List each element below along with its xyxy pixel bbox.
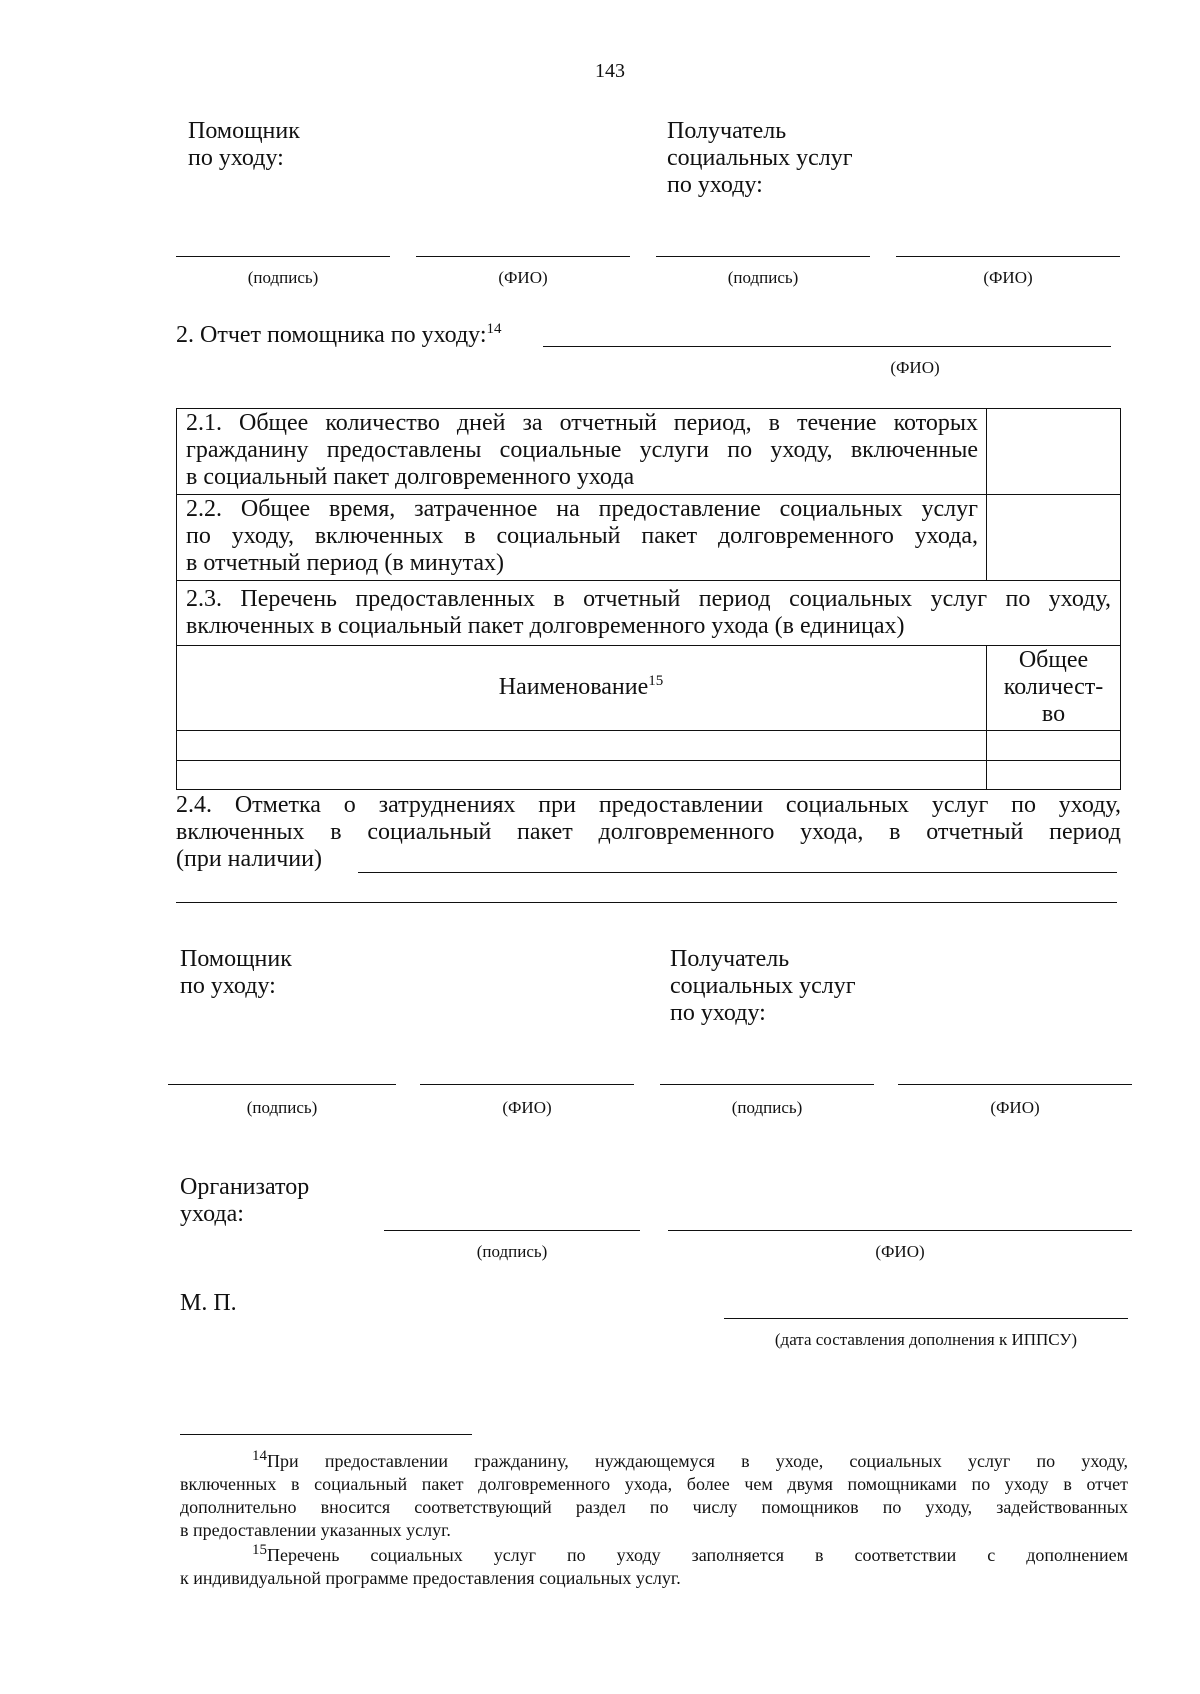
assistant-label-line1: Помощник: [180, 946, 292, 972]
fio-caption: (ФИО): [498, 268, 548, 287]
row-2-1-line2: гражданину предоставлены социальные услуги по уходу, включенные: [186, 437, 978, 463]
table-row-2-1: [186, 410, 978, 491]
footnote-14-mark: 14: [252, 1448, 267, 1464]
signature-line-recipient[interactable]: [656, 256, 870, 257]
assistant-fio-line[interactable]: [543, 346, 1111, 347]
footnote-14: [180, 1450, 1128, 1542]
footnote-15-mark: 15: [252, 1542, 267, 1558]
assistant-label-line1: Помощник: [188, 118, 300, 144]
fio-line-assistant[interactable]: [420, 1084, 634, 1085]
table-row-empty-total[interactable]: [990, 733, 1118, 758]
date-line[interactable]: [724, 1318, 1128, 1319]
row-2-2-value-cell[interactable]: [990, 498, 1118, 578]
row-2-3-line2: включенных в социальный пакет долговременного ухода (в единицах): [186, 613, 905, 639]
table-row-divider: [176, 580, 1121, 581]
footnote-ref-14: 14: [486, 321, 502, 337]
footnote-15-line1: [180, 1544, 1128, 1567]
fio-line-recipient[interactable]: [898, 1084, 1132, 1085]
fio-caption: (ФИО): [502, 1098, 552, 1117]
fio-caption: (ФИО): [983, 268, 1033, 287]
row-2-2-line2: по уходу, включенных в социальный пакет долговременного ухода,: [186, 523, 978, 549]
table-row-2-3: [186, 586, 1111, 640]
signature-caption: (подпись): [476, 1242, 548, 1261]
signature-caption: (подпись): [246, 1098, 318, 1117]
fio-caption: (ФИО): [990, 1098, 1040, 1117]
recipient-label-line1: Получатель: [670, 946, 790, 972]
footnote-15: [180, 1544, 1128, 1590]
signature-line-assistant[interactable]: [168, 1084, 396, 1085]
section-2-heading-text: 2. Отчет помощника по уходу:: [176, 322, 487, 348]
recipient-label-line2: социальных услуг: [667, 145, 853, 171]
footnote-14-line1-text: При предоставлении гражданину, нуждающемуся в уходе, социальных услуг по уходу,: [267, 1451, 1128, 1471]
organizer-label-line1: Организатор: [180, 1174, 310, 1200]
row-2-3-line1: 2.3. Перечень предоставленных в отчетный период социальных услуг по уходу,: [186, 586, 1111, 612]
signature-caption: (подпись): [731, 1098, 803, 1117]
column-header-name-text: Наименование: [498, 674, 649, 700]
table-row-2-2: [186, 496, 978, 577]
row-2-1-line3: в социальный пакет долговременного ухода: [186, 464, 635, 490]
recipient-label: [667, 118, 853, 199]
assistant-label-line2: по уходу:: [180, 973, 276, 999]
assistant-label: [180, 946, 292, 1000]
difficulties-line-1[interactable]: [358, 872, 1117, 873]
recipient-label-line3: по уходу:: [667, 172, 763, 198]
table-row-divider: [176, 645, 1121, 646]
column-header-total-line1: Общее: [1018, 647, 1089, 673]
footnote-14-line4: в предоставлении указанных услуг.: [180, 1520, 451, 1540]
footnote-14-line1: [180, 1450, 1128, 1473]
footnote-separator: [180, 1434, 472, 1435]
fio-caption: (ФИО): [890, 358, 940, 377]
assistant-label: [188, 118, 300, 172]
section-2-4-line2: включенных в социальный пакет долговременного ухода, в отчетный период: [176, 819, 1121, 845]
section-2-4: [176, 792, 1121, 873]
stamp-place-label: М. П.: [180, 1290, 237, 1316]
organizer-label-line2: ухода:: [180, 1201, 244, 1227]
section-2-4-line1: 2.4. Отметка о затруднениях при предоставлении социальных услуг по уходу,: [176, 792, 1121, 818]
column-header-total-line2: количест-: [1003, 674, 1104, 700]
page-number: 143: [595, 60, 625, 82]
date-caption: (дата составления дополнения к ИППСУ): [774, 1330, 1078, 1349]
table-row-empty-total[interactable]: [990, 763, 1118, 788]
row-2-1-line1: 2.1. Общее количество дней за отчетный период, в течение которых: [186, 410, 978, 436]
signature-line-assistant[interactable]: [176, 256, 390, 257]
footnote-14-line2: включенных в социальный пакет долговременного ухода, более чем двумя помощниками по уходу в отчет: [180, 1474, 1128, 1494]
difficulties-line-2[interactable]: [176, 902, 1117, 903]
organizer-signature-line[interactable]: [384, 1230, 640, 1231]
recipient-label: [670, 946, 856, 1027]
fio-caption: (ФИО): [875, 1242, 925, 1261]
footnote-15-line2: к индивидуальной программе предоставления социальных услуг.: [180, 1568, 681, 1588]
organizer-fio-line[interactable]: [668, 1230, 1132, 1231]
section-2-4-line3: (при наличии): [176, 846, 322, 872]
row-2-2-line1: 2.2. Общее время, затраченное на предоставление социальных услуг: [186, 496, 978, 522]
organizer-label: [180, 1174, 309, 1228]
footnote-15-line1-text: Перечень социальных услуг по уходу заполняется в соответствии с дополнением: [267, 1545, 1128, 1565]
recipient-label-line1: Получатель: [667, 118, 787, 144]
section-2-heading: [176, 322, 502, 349]
signature-caption: (подпись): [247, 268, 319, 287]
assistant-label-line2: по уходу:: [188, 145, 284, 171]
table-row-empty-name[interactable]: [180, 763, 983, 788]
footnote-14-line3: дополнительно вносится соответствующий раздел по числу помощников по уходу, задействованных: [180, 1497, 1128, 1517]
recipient-label-line2: социальных услуг: [670, 973, 856, 999]
column-header-total-line3: во: [1041, 701, 1066, 727]
row-2-1-value-cell[interactable]: [990, 412, 1118, 492]
column-header-name: [176, 674, 986, 701]
fio-line-assistant[interactable]: [416, 256, 630, 257]
table-row-divider: [176, 494, 1121, 495]
table-row-empty-name[interactable]: [180, 733, 983, 758]
column-header-total: [986, 647, 1121, 728]
footnote-ref-15: 15: [648, 673, 664, 689]
signature-line-recipient[interactable]: [660, 1084, 874, 1085]
table-row-divider: [176, 760, 1121, 761]
recipient-label-line3: по уходу:: [670, 1000, 766, 1026]
row-2-2-line3: в отчетный период (в минутах): [186, 550, 505, 576]
table-row-divider: [176, 730, 1121, 731]
signature-caption: (подпись): [727, 268, 799, 287]
fio-line-recipient[interactable]: [896, 256, 1120, 257]
